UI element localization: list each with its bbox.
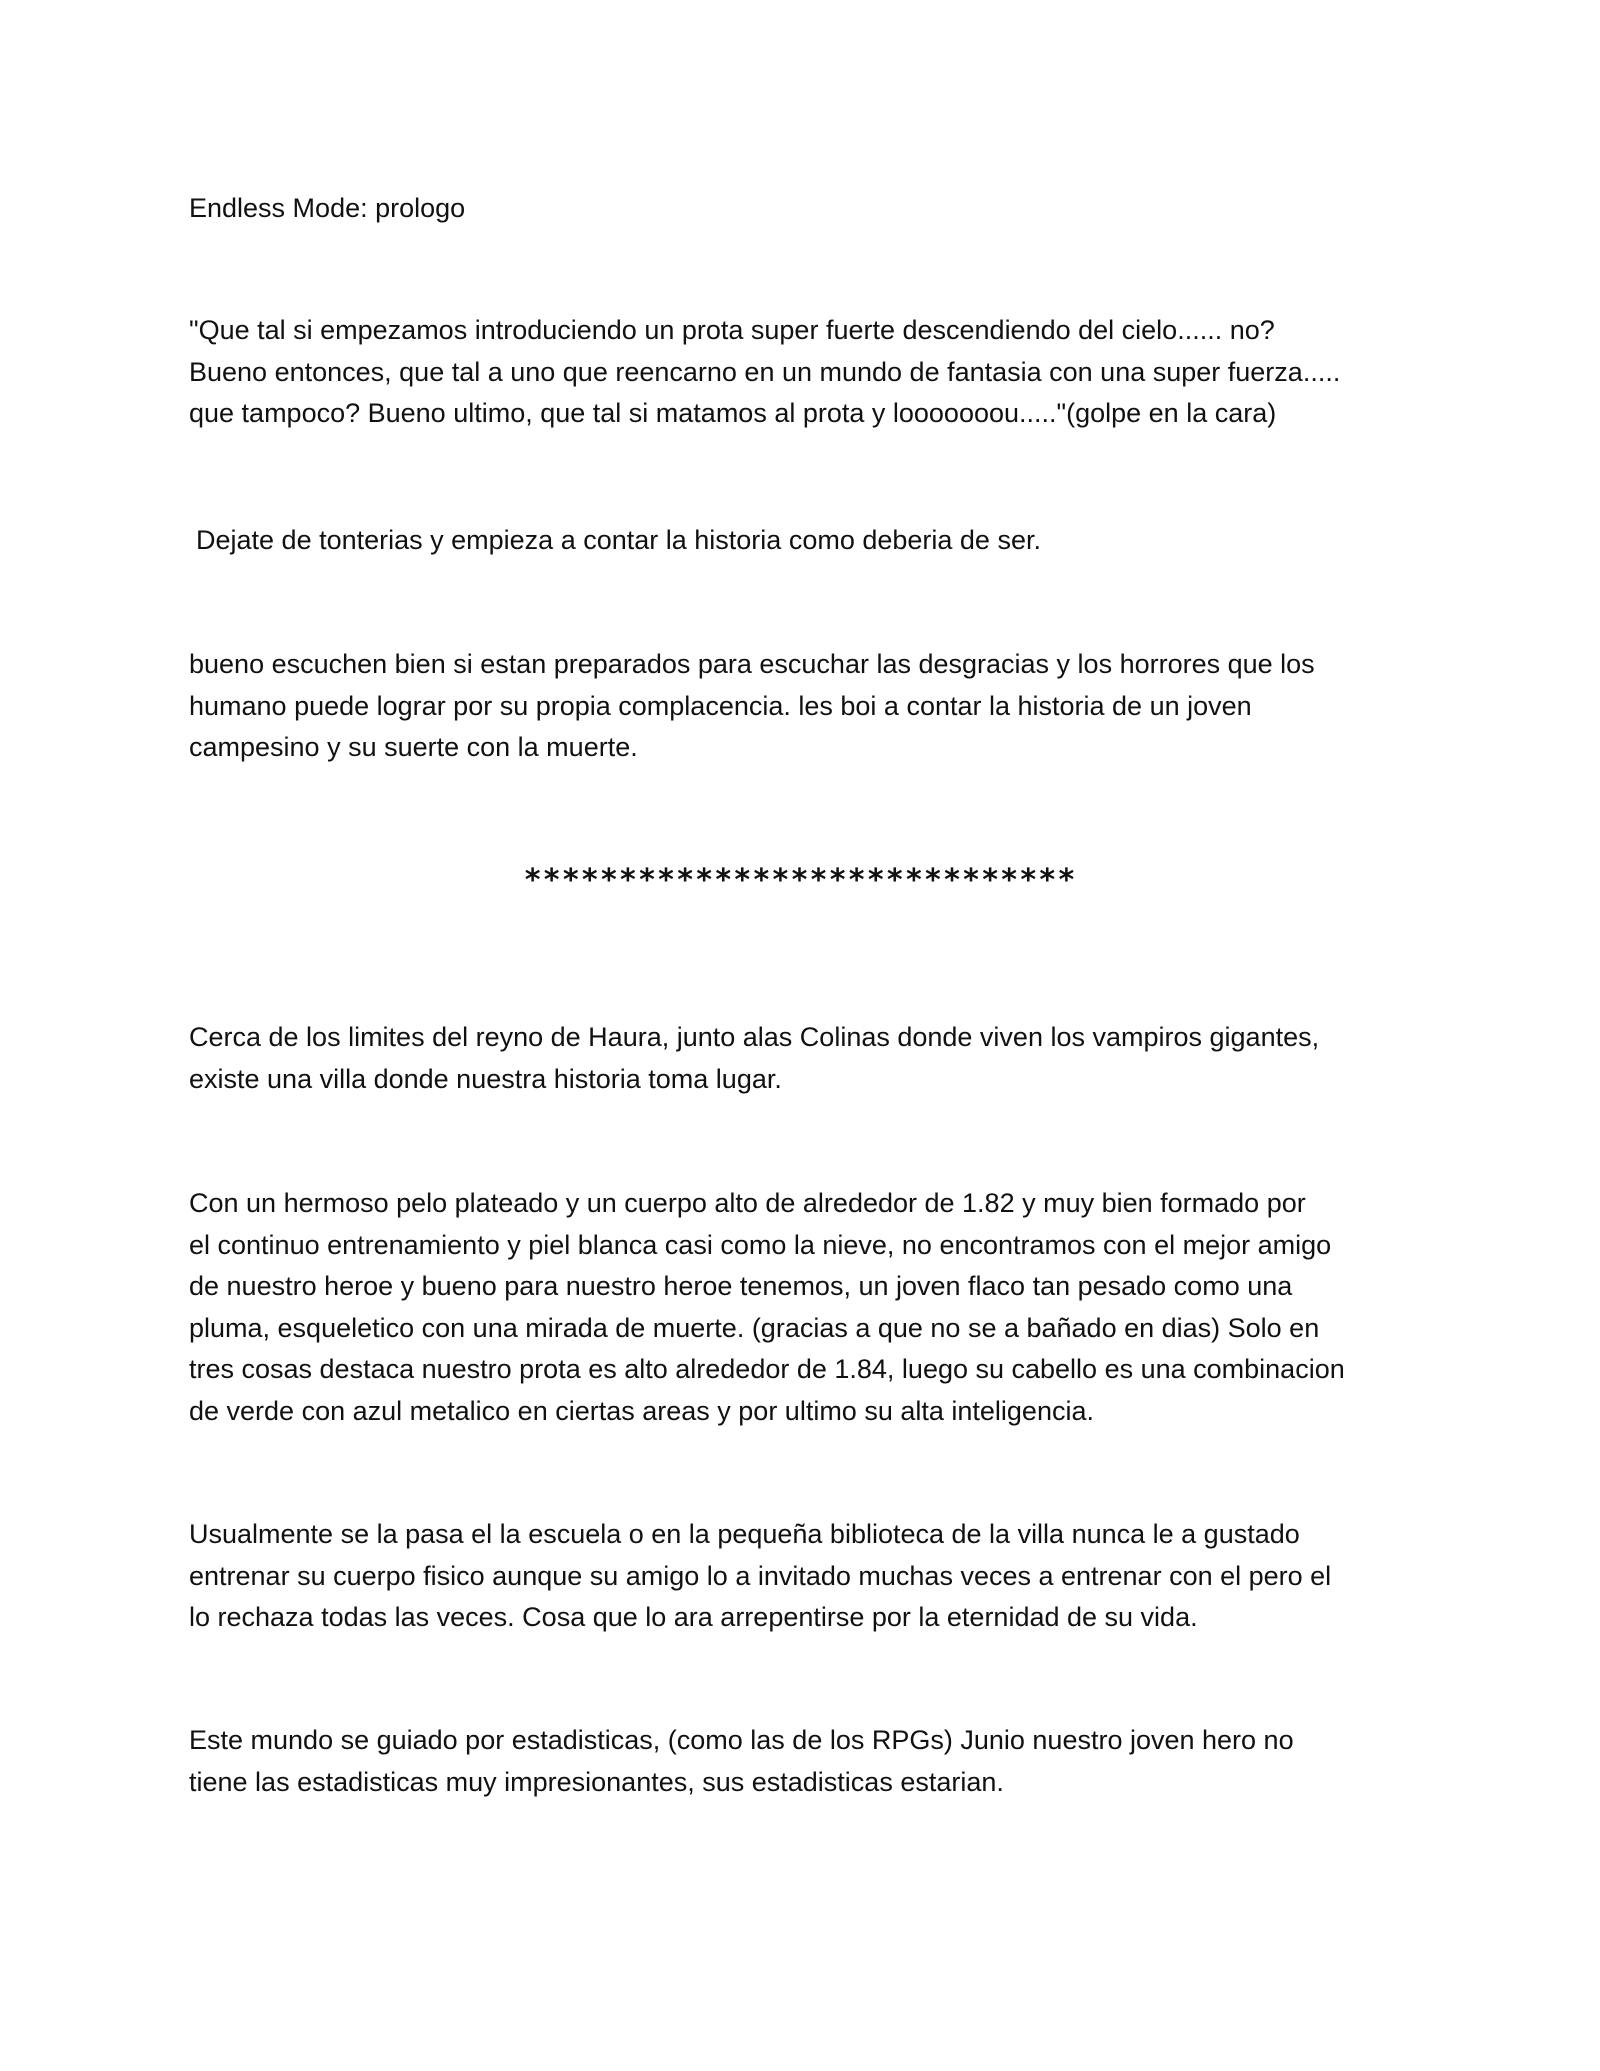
paragraph-line: entrenar su cuerpo fisico aunque su amigo lo a invitado muchas veces a entrenar con el pero el — [189, 1560, 1332, 1591]
paragraph-line: Bueno entonces, que tal a uno que reencarno en un mundo de fantasia con una super fuerza..... — [189, 356, 1341, 387]
paragraph-line: tiene las estadisticas muy impresionantes, sus estadisticas estarian. — [189, 1766, 1004, 1797]
paragraph-habits — [189, 1514, 1419, 1639]
paragraph-line: Dejate de tonterias y empieza a contar la historia como deberia de ser. — [196, 525, 1041, 555]
paragraph-narrator — [189, 644, 1419, 769]
paragraph-setting — [189, 1017, 1419, 1100]
paragraph-line: tres cosas destaca nuestro prota es alto alrededor de 1.84, luego su cabello es una combinacion — [189, 1354, 1345, 1384]
paragraph-stats — [189, 1720, 1419, 1803]
paragraph-reply — [196, 520, 1426, 562]
paragraph-line: lo rechaza todas las veces. Cosa que lo ara arrepentirse por la eternidad de su vida. — [189, 1602, 1198, 1632]
paragraph-line: Cerca de los limites del reyno de Haura, junto alas Colinas donde viven los vampiros gigantes, — [189, 1022, 1320, 1052]
title-line: Endless Mode: prologo — [189, 193, 466, 223]
paragraph-line: campesino y su suerte con la muerte. — [189, 732, 638, 762]
paragraph-line: de verde con azul metalico en ciertas areas y por ultimo su alta inteligencia. — [189, 1395, 1094, 1426]
paragraph-line: existe una villa donde nuestra historia toma lugar. — [189, 1063, 782, 1094]
paragraph-line: que tampoco? Bueno ultimo, que tal si matamos al prota y looooooou....."(golpe en la cara) — [189, 398, 1277, 428]
paragraph-line: "Que tal si empezamos introduciendo un prota super fuerte descendiendo del cielo...... no? — [189, 315, 1275, 345]
paragraph-line: bueno escuchen bien si estan preparados para escuchar las desgracias y los horrores que los — [189, 649, 1315, 679]
paragraph-intro-dialogue — [189, 310, 1419, 435]
section-separator: ***************************** — [523, 863, 1077, 898]
paragraph-line: Usualmente se la pasa el la escuela o en la pequeña biblioteca de la villa nunca le a gustado — [189, 1519, 1300, 1549]
paragraph-line: el continuo entrenamiento y piel blanca casi como la nieve, no encontramos con el mejor amigo — [189, 1229, 1332, 1260]
paragraph-line: humano puede lograr por su propia complacencia. les boi a contar la historia de un joven — [189, 690, 1252, 721]
document-title — [189, 188, 1419, 230]
paragraph-line: Con un hermoso pelo plateado y un cuerpo alto de alrededor de 1.82 y muy bien formado por — [189, 1188, 1306, 1218]
paragraph-line: de nuestro heroe y bueno para nuestro heroe tenemos, un joven flaco tan pesado como una — [189, 1271, 1293, 1301]
paragraph-line: Este mundo se guiado por estadisticas, (como las de los RPGs) Junio nuestro joven hero no — [189, 1725, 1294, 1755]
paragraph-characters — [189, 1183, 1419, 1432]
paragraph-line: pluma, esqueletico con una mirada de muerte. (gracias a que no se a bañado en dias) Solo en — [189, 1312, 1320, 1343]
